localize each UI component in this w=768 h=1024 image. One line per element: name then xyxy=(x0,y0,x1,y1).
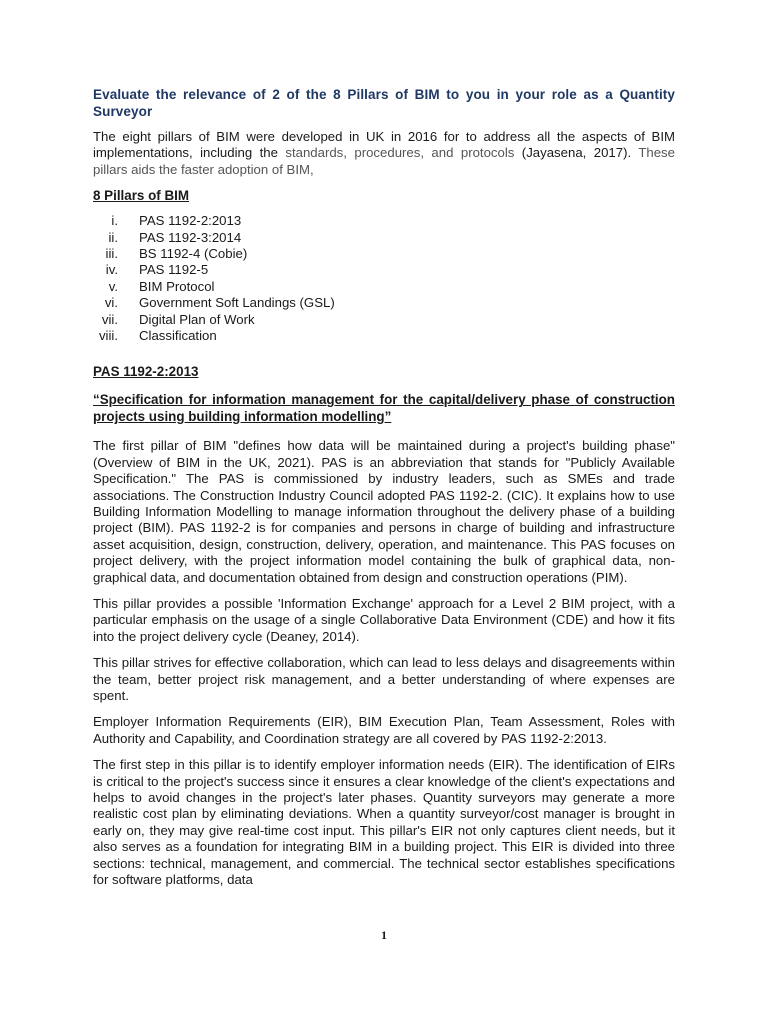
section-heading: PAS 1192-2:2013 xyxy=(93,364,199,380)
question-title: Evaluate the relevance of 2 of the 8 Pillars of BIM to you in your role as a Quantity Surveyor xyxy=(93,87,675,119)
body-paragraph: This pillar strives for effective collaboration, which can lead to less delays and disagreements within the team, better project risk management, and a better understanding of where expenses are spent. xyxy=(93,655,675,703)
pillars-heading: 8 Pillars of BIM xyxy=(93,188,189,204)
pillar-number: viii. xyxy=(98,328,118,344)
intro-text-4: These pillars aids the faster adoption of BIM, xyxy=(93,145,675,177)
pillar-label: Government Soft Landings (GSL) xyxy=(139,295,335,311)
intro-text-1: The eight pillars of BIM were developed in UK in 2016 for to address all the aspects of BIM implementations, including the xyxy=(93,129,675,161)
pillar-item xyxy=(93,312,675,328)
body-paragraph: This pillar provides a possible 'Information Exchange' approach for a Level 2 BIM project, with a particular emphasis on the usage of a single Collaborative Data Environment (CDE) and how it fits into the project delivery cycle (Deaney, 2014). xyxy=(93,595,675,644)
pillar-label: PAS 1192-5 xyxy=(139,262,209,278)
intro-paragraph xyxy=(93,129,675,178)
pillar-label: PAS 1192-3:2014 xyxy=(139,229,242,245)
pillars-list xyxy=(93,213,675,344)
body-paragraph: The first step in this pillar is to identify employer information needs (EIR). The identification of EIRs is critical to the project's success since it ensures a clear knowledge of the client's expectations and helps to avoid changes in the project's later phases. Quantity surveyors may generate a more realistic cost plan by eliminating deviations. When a quantity surveyor/cost manager is brought in early on, they may give real-time cost input. This pillar's EIR not only captures client needs, but it also serves as a foundation for integrating BIM in a building project. This EIR is divided into three sections: technical, management, and commercial. The technical sector establishes specifications for software platforms, data xyxy=(93,757,675,888)
pillar-item xyxy=(93,246,675,262)
pillar-number: vi. xyxy=(104,295,118,311)
pillar-label: BIM Protocol xyxy=(139,278,215,294)
pillar-label: BS 1192-4 (Cobie) xyxy=(139,246,248,262)
pillar-item xyxy=(93,262,675,278)
pillar-number: iii. xyxy=(105,246,118,262)
page-number: 1 xyxy=(381,928,387,942)
pillar-item xyxy=(93,328,675,344)
pillar-label: Digital Plan of Work xyxy=(139,311,255,327)
pillar-item xyxy=(93,279,675,295)
section-subtitle: “Specification for information management for the capital/delivery phase of construction projects using building information modelling” xyxy=(93,392,675,424)
pillar-number: vii. xyxy=(101,311,118,327)
pillar-item xyxy=(93,295,675,311)
pillar-label: Classification xyxy=(139,328,217,344)
pillar-number: iv. xyxy=(105,262,118,278)
body-paragraph: The first pillar of BIM "defines how data will be maintained during a project's building phase" (Overview of BIM in the UK, 2021). PAS is an abbreviation that stands for "Publicly Available Specification." The PAS is commissioned by industry leaders, such as SMEs and trade associations. The Construction Industry Council adopted PAS 1192-2. (CIC). It explains how to use Building Information Modelling to manage information throughout the delivery phase of a building project (BIM). PAS 1192-2 is for companies and persons in charge of building and infrastructure asset acquisition, design, construction, delivery, operation, and maintenance. This PAS focuses on project delivery, with the project information model containing the bulk of graphical data, non-graphical data, and documentation obtained from design and construction operations (PIM). xyxy=(93,438,675,585)
pillar-label: PAS 1192-2:2013 xyxy=(139,213,242,229)
body-paragraphs xyxy=(93,438,675,888)
pillar-number: i. xyxy=(111,213,118,229)
body-paragraph: Employer Information Requirements (EIR), BIM Execution Plan, Team Assessment, Roles with Authority and Capability, and Coordination strategy are all covered by PAS 1192-2:2013. xyxy=(93,714,675,746)
document-body xyxy=(93,86,675,888)
pillar-item xyxy=(93,213,675,229)
pillar-item xyxy=(93,230,675,246)
pillar-number: ii. xyxy=(108,229,118,245)
intro-text-3: (Jayasena, 2017). xyxy=(514,145,639,161)
intro-text-2: standards, procedures, and protocols xyxy=(285,145,515,161)
pillar-number: v. xyxy=(108,278,118,294)
